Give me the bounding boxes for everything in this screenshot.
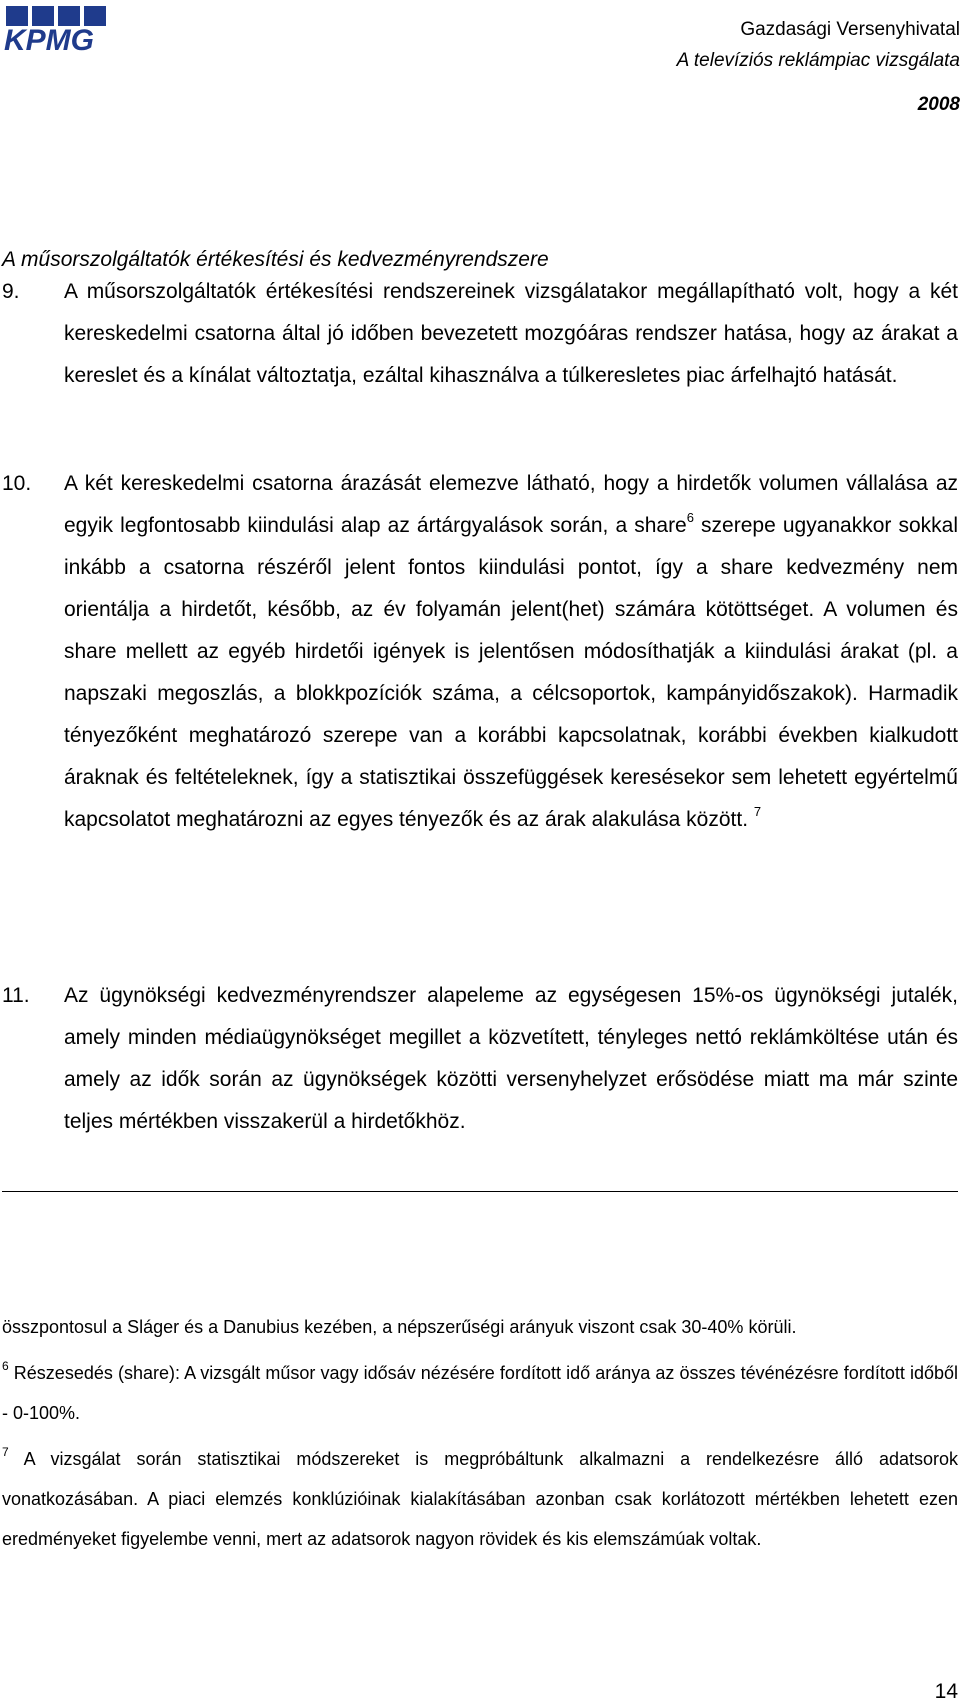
header-subtitle: A televíziós reklámpiac vizsgálata [676, 50, 960, 71]
paragraph-number: 11. [2, 984, 30, 1007]
kpmg-logo-graphic [2, 4, 122, 54]
footnote-ref-7: 7 [753, 804, 762, 819]
header-year: 2008 [917, 94, 960, 115]
header-organization: Gazdasági Versenyhivatal [740, 19, 960, 40]
paragraph-9 [2, 271, 958, 397]
footnote-7 [2, 1439, 958, 1559]
footnote-mark-7: 7 [2, 1445, 9, 1459]
paragraph-text-part-a: A két kereskedelmi csatorna árazását elemezve látható, hogy a hirdetők volumen vállalása az egyik legfontosabb kiindulási alap az ártárgyalások során, a share [64, 472, 958, 537]
paragraph-text: Az ügynökségi kedvezményrendszer alapeleme az egységesen 15%-os ügynökségi jutalék, amely minden médiaügynökséget megillet a közvetített, tényleges nettó reklámköltése után és amely az idők során az ügynökségek közötti versenyhelyzet erősödése miatt ma már szinte teljes mértékben visszakerül a hirdetőkhöz. [64, 984, 958, 1133]
footnote-mark-6: 6 [2, 1359, 9, 1373]
paragraph-text-part-b: szerepe ugyanakkor sokkal inkább a csatorna részéről jelent fontos kiindulási pontot, így a share kedvezmény nem orientálja a hirdetőt, később, az év folyamán jelent(het) számára kötöttséget. A volumen és share mellett az egyéb hirdetői igények is jelentősen módosíthatják a kiindulási árakat (pl. a napszaki megoszlás, a blokkpozíciók száma, a célcsoportok, kampányidőszakok). Harmadik tényezőként meghatározó szerepe van a korábbi kapcsolatnak, korábbi években kialkudott áraknak és feltételeknek, így a statisztikai összefüggések keresésekor sem lehetett egyértelmű kapcsolatot meghatározni az egyes tényezők és az árak alakulása között. [64, 514, 958, 831]
page-number: 14 [934, 1680, 958, 1703]
paragraph-text: A műsorszolgáltatók értékesítési rendszereinek vizsgálatakor megállapítható volt, hogy a két kereskedelmi csatorna által jó időben bevezetett mozgóáras rendszer hatása, hogy az árakat a kereslet és a kínálat változtatja, ezáltal kihasználva a túlkeresletes piac árfelhajtó hatását. [64, 280, 958, 387]
footnotes [2, 1307, 958, 1565]
footnote-6 [2, 1353, 958, 1433]
paragraph-10 [2, 463, 958, 841]
kpmg-logo [2, 4, 122, 54]
footnote-6-text: Részesedés (share): A vizsgált műsor vagy idősáv nézésére fordított idő aránya az összes tévénézésre fordított időből - 0-100%. [2, 1363, 958, 1423]
footnote-7-text: A vizsgálat során statisztikai módszereket is megpróbáltunk alkalmazni a rendelkezésre álló adatsorok vonatkozásában. A piaci elemzés konklúzióinak kialakításában azonban csak korlátozott mértékben lehetett ezen eredményeket figyelembe venni, mert az adatsorok nagyon rövidek és kis elemszámúak voltak. [2, 1449, 958, 1549]
document-header [360, 14, 960, 120]
paragraph-11 [2, 975, 958, 1143]
footnote-separator [2, 1191, 958, 1192]
paragraph-text [64, 463, 958, 841]
section-heading: A műsorszolgáltatók értékesítési és kedvezményrendszere [2, 248, 549, 271]
paragraph-number: 9. [2, 280, 20, 303]
footnote-continuation: összpontosul a Sláger és a Danubius kezében, a népszerűségi arányuk viszont csak 30-40% körüli. [2, 1317, 797, 1337]
logo-text: KPMG [4, 24, 94, 54]
paragraph-number: 10. [2, 472, 32, 495]
footnote-ref-6: 6 [686, 510, 694, 525]
